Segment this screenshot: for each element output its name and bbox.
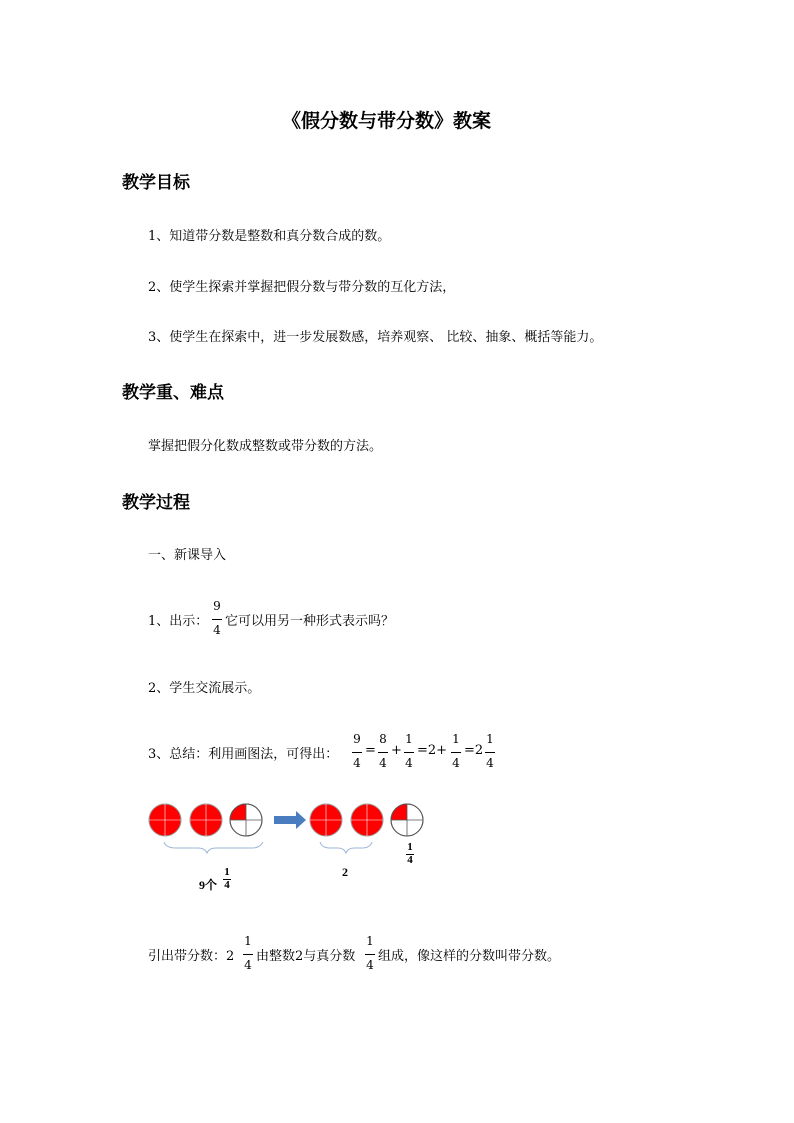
fraction-denominator: 4 (213, 623, 221, 637)
fraction-numerator: 1 (244, 934, 252, 948)
fraction-bar (212, 619, 222, 620)
full-circle-3 (310, 804, 342, 836)
goal-item-2: 2、使学生探索并掌握把假分数与带分数的互化方法， (148, 280, 456, 295)
quarter-circle-1 (230, 804, 262, 836)
goal-item-1: 1、知道带分数是整数和真分数合成的数。 (148, 229, 391, 244)
summary-prefix: 3、总结：利用画图法，可得出： (148, 747, 339, 762)
left-brace (164, 842, 263, 853)
fraction-denominator: 4 (244, 958, 252, 972)
fraction-numerator: 1 (452, 732, 460, 746)
nine-quarters-label: 9个 (199, 878, 218, 892)
fraction-bar (378, 752, 388, 753)
fraction-numerator: 1 (366, 934, 374, 948)
process-heading: 教学过程 (122, 493, 190, 513)
fraction-denominator: 4 (486, 756, 494, 770)
fraction-bar (404, 752, 414, 753)
fraction-bar (365, 954, 375, 955)
fraction-bar (243, 954, 253, 955)
full-circle-2 (190, 804, 222, 836)
goal-item-3: 3、使学生在探索中，进一步发展数感，培养观察、 比较、抽象、概括等能力。 (148, 330, 603, 345)
fraction-denominator: 4 (379, 756, 387, 770)
plus-sign: + (391, 743, 402, 758)
fraction-diagram (140, 795, 440, 855)
document-title: 《假分数与带分数》教案 (282, 110, 492, 132)
right-arrow-icon (274, 811, 306, 829)
fraction-numerator: 1 (407, 841, 413, 853)
key-points-heading: 教学重、难点 (122, 383, 224, 403)
equals-two: =2 (464, 743, 484, 758)
goals-heading: 教学目标 (122, 173, 190, 193)
full-circle-4 (351, 804, 383, 836)
fraction-numerator: 8 (379, 732, 387, 746)
show-prefix: 1、出示： (148, 614, 209, 629)
full-circle-1 (149, 804, 181, 836)
key-points-text: 掌握把假分化数成整数或带分数的方法。 (148, 439, 383, 454)
fraction-bar (451, 752, 461, 753)
fraction-numerator: 1 (224, 866, 230, 878)
quarter-circle-2 (391, 804, 423, 836)
fraction-denominator: 4 (366, 958, 374, 972)
fraction-numerator: 9 (353, 732, 361, 746)
fraction-denominator: 4 (353, 756, 361, 770)
fraction-denominator: 4 (405, 756, 413, 770)
equals-two-plus: =2+ (417, 743, 448, 758)
equals-sign: = (365, 743, 376, 758)
fraction-bar (485, 752, 495, 753)
mixed-middle: 由整数2与真分数 (256, 949, 356, 964)
right-brace (320, 842, 372, 853)
fraction-numerator: 1 (486, 732, 494, 746)
mixed-suffix: 组成，像这样的分数叫带分数。 (378, 949, 561, 964)
fraction-denominator: 4 (407, 854, 413, 866)
show-suffix: 它可以用另一种形式表示吗？ (225, 614, 395, 629)
fraction-bar (352, 752, 362, 753)
mixed-prefix: 引出带分数：2 (148, 949, 235, 964)
fraction-numerator: 9 (213, 599, 221, 613)
fraction-numerator: 1 (405, 732, 413, 746)
exchange-text: 2、学生交流展示。 (148, 681, 261, 696)
fraction-denominator: 4 (452, 756, 460, 770)
process-step-title: 一、新课导入 (148, 548, 227, 563)
fraction-denominator: 4 (224, 879, 230, 891)
two-wholes-label: 2 (342, 865, 348, 879)
